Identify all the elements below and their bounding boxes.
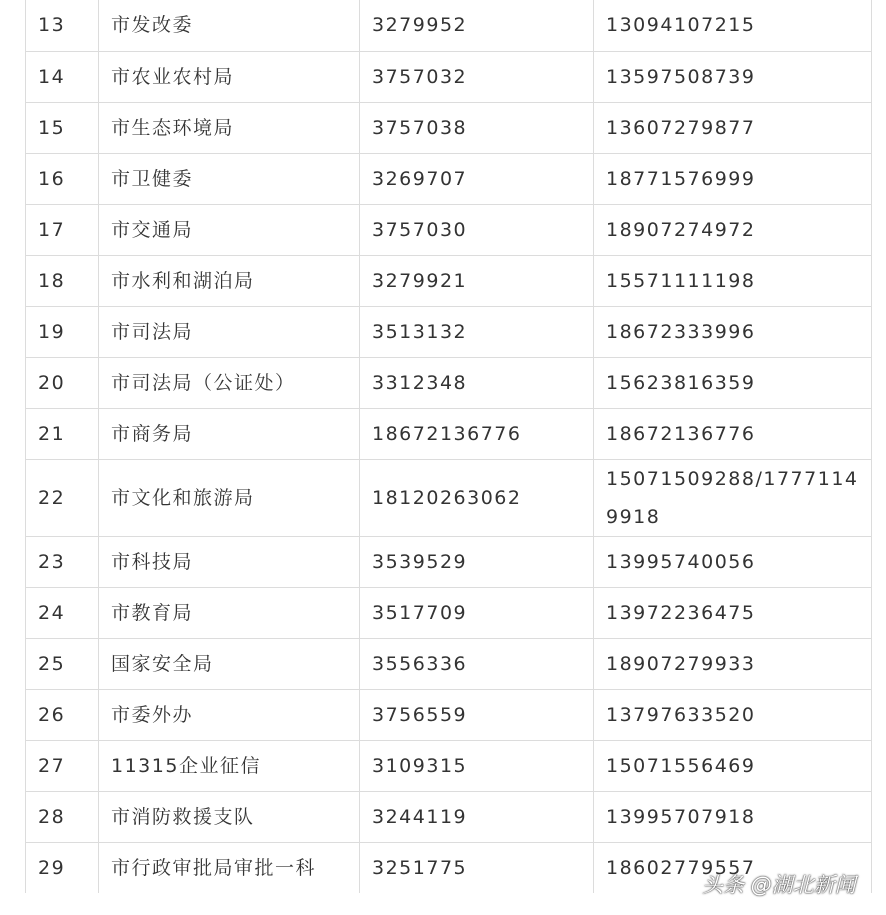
office-phone-cell: 3109315: [360, 740, 594, 791]
mobile-phone-cell: 13797633520: [594, 689, 872, 740]
row-number-cell: 18: [26, 255, 99, 306]
mobile-phone-cell: 18602779557: [594, 842, 872, 893]
table-row: [26, 153, 872, 204]
table-row: [26, 459, 872, 536]
office-phone-cell: 3757032: [360, 51, 594, 102]
table-row: [26, 791, 872, 842]
row-number-cell: 22: [26, 459, 99, 536]
department-cell: 市卫健委: [99, 153, 360, 204]
mobile-phone-cell: 13995740056: [594, 536, 872, 587]
office-phone-cell: 3757030: [360, 204, 594, 255]
table-row: [26, 536, 872, 587]
office-phone-cell: 3312348: [360, 357, 594, 408]
table-row: [26, 689, 872, 740]
row-number-cell: 25: [26, 638, 99, 689]
office-phone-cell: 3279952: [360, 0, 594, 51]
row-number-cell: 23: [26, 536, 99, 587]
row-number-cell: 27: [26, 740, 99, 791]
row-number-cell: 20: [26, 357, 99, 408]
mobile-phone-cell: 15071509288/17771149918: [594, 459, 872, 536]
row-number-cell: 19: [26, 306, 99, 357]
office-phone-cell: 3517709: [360, 587, 594, 638]
mobile-phone-cell: 15623816359: [594, 357, 872, 408]
department-cell: 市科技局: [99, 536, 360, 587]
row-number-cell: 24: [26, 587, 99, 638]
row-number-cell: 15: [26, 102, 99, 153]
mobile-phone-cell: 15071556469: [594, 740, 872, 791]
department-cell: 市司法局（公证处）: [99, 357, 360, 408]
office-phone-cell: 3513132: [360, 306, 594, 357]
office-phone-cell: 3251775: [360, 842, 594, 893]
row-number-cell: 21: [26, 408, 99, 459]
contact-table: [25, 0, 872, 893]
mobile-phone-cell: 13094107215: [594, 0, 872, 51]
department-cell: 市水利和湖泊局: [99, 255, 360, 306]
watermark: 头条 @湖北新闻: [702, 873, 856, 897]
department-cell: 市行政审批局审批一科: [99, 842, 360, 893]
table-row: [26, 306, 872, 357]
office-phone-cell: 3269707: [360, 153, 594, 204]
department-cell: 市交通局: [99, 204, 360, 255]
department-cell: 市商务局: [99, 408, 360, 459]
department-cell: 市生态环境局: [99, 102, 360, 153]
office-phone-cell: 18672136776: [360, 408, 594, 459]
row-number-cell: 29: [26, 842, 99, 893]
table-row: [26, 51, 872, 102]
table-body: [26, 0, 872, 893]
mobile-phone-cell: 18672136776: [594, 408, 872, 459]
table-row: [26, 740, 872, 791]
row-number-cell: 28: [26, 791, 99, 842]
mobile-phone-cell: 13607279877: [594, 102, 872, 153]
department-cell: 国家安全局: [99, 638, 360, 689]
table-row: [26, 408, 872, 459]
row-number-cell: 14: [26, 51, 99, 102]
table-row: [26, 255, 872, 306]
mobile-phone-cell: 13597508739: [594, 51, 872, 102]
mobile-phone-cell: 15571111198: [594, 255, 872, 306]
table-row: [26, 357, 872, 408]
mobile-phone-cell: 13972236475: [594, 587, 872, 638]
row-number-cell: 17: [26, 204, 99, 255]
row-number-cell: 16: [26, 153, 99, 204]
mobile-phone-cell: 18771576999: [594, 153, 872, 204]
office-phone-cell: 3757038: [360, 102, 594, 153]
office-phone-cell: 18120263062: [360, 459, 594, 536]
department-cell: 市文化和旅游局: [99, 459, 360, 536]
office-phone-cell: 3756559: [360, 689, 594, 740]
table-row: [26, 587, 872, 638]
table-row: [26, 0, 872, 51]
row-number-cell: 13: [26, 0, 99, 51]
mobile-phone-cell: 13995707918: [594, 791, 872, 842]
department-cell: 市教育局: [99, 587, 360, 638]
table-row: [26, 638, 872, 689]
department-cell: 市司法局: [99, 306, 360, 357]
row-number-cell: 26: [26, 689, 99, 740]
department-cell: 市消防救援支队: [99, 791, 360, 842]
department-cell: 11315企业征信: [99, 740, 360, 791]
office-phone-cell: 3244119: [360, 791, 594, 842]
mobile-phone-cell: 18907274972: [594, 204, 872, 255]
mobile-phone-cell: 18907279933: [594, 638, 872, 689]
table-row: [26, 102, 872, 153]
department-cell: 市农业农村局: [99, 51, 360, 102]
office-phone-cell: 3279921: [360, 255, 594, 306]
table-row: [26, 204, 872, 255]
department-cell: 市委外办: [99, 689, 360, 740]
office-phone-cell: 3539529: [360, 536, 594, 587]
office-phone-cell: 3556336: [360, 638, 594, 689]
mobile-phone-cell: 18672333996: [594, 306, 872, 357]
department-cell: 市发改委: [99, 0, 360, 51]
